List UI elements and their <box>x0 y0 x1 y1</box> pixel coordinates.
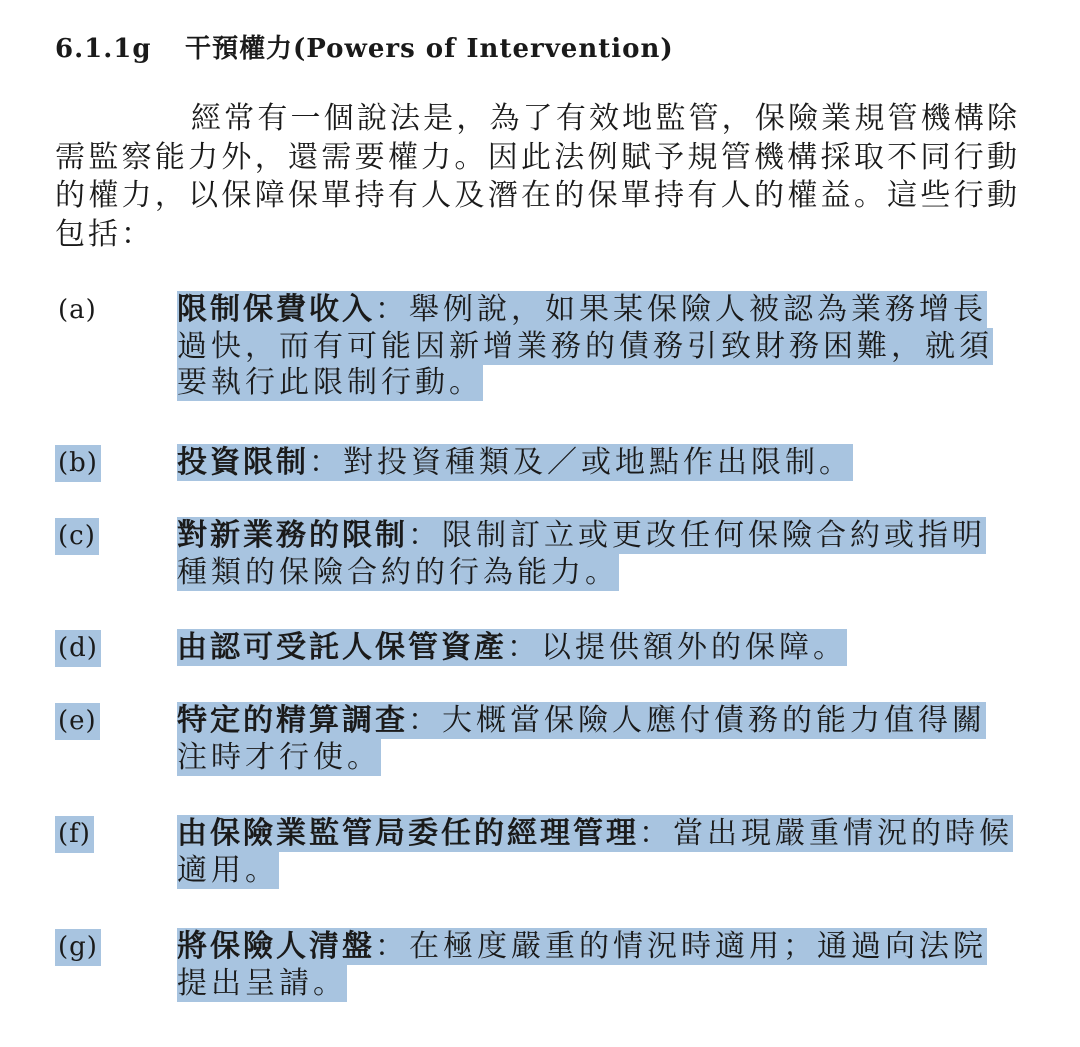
item-text: ：大概當保險人應付債務的能力值得關注時才行使。 <box>177 703 986 775</box>
item-body <box>177 703 1017 776</box>
intro-text: 經常有一個說法是，為了有效地監管，保險業規管機構除需監察能力外，還需要權力。因此法例賦予規管機構採取不同行動的權力，以保障保單持有人及潛在的保單持有人的權益。這些行動包括： <box>55 101 1020 252</box>
section-heading <box>55 28 674 65</box>
item-letter: (e) <box>55 703 100 740</box>
item-text: ：限制訂立或更改任何保險合約或指明種類的保險合約的行為能力。 <box>177 518 986 590</box>
item-body <box>177 292 1017 402</box>
item-body <box>177 816 1017 889</box>
intro-paragraph <box>55 100 1020 254</box>
item-body <box>177 518 1017 591</box>
item-text: ：當出現嚴重情況的時候適用。 <box>177 816 1013 888</box>
item-term: 投資限制 <box>177 445 309 480</box>
item-term: 限制保費收入 <box>177 292 375 327</box>
item-term: 由保險業監管局委任的經理管理 <box>177 816 639 851</box>
item-body <box>177 630 1017 667</box>
item-text: ：舉例說，如果某保險人被認為業務增長過快，而有可能因新增業務的債務引致財務困難，就須要執行此限制行動。 <box>177 292 993 400</box>
item-letter: (d) <box>55 630 101 667</box>
section-number: 6.1.1g <box>55 34 152 64</box>
item-letter: (c) <box>55 518 99 555</box>
item-body <box>177 929 1017 1002</box>
item-term: 由認可受託人保管資產 <box>177 630 507 665</box>
item-text: ：在極度嚴重的情況時適用；通過向法院提出呈請。 <box>177 929 987 1001</box>
item-letter: (g) <box>55 929 101 966</box>
item-letter: (b) <box>55 445 101 482</box>
item-term: 特定的精算調查 <box>177 703 408 738</box>
item-text: ：對投資種類及／或地點作出限制。 <box>309 445 853 480</box>
item-term: 將保險人清盤 <box>177 929 375 964</box>
item-body <box>177 445 1017 482</box>
item-letter: (f) <box>55 816 94 853</box>
item-letter: (a) <box>58 295 97 325</box>
section-title: 干預權力(Powers of Intervention) <box>185 34 674 64</box>
item-term: 對新業務的限制 <box>177 518 408 553</box>
item-text: ：以提供額外的保障。 <box>507 630 847 665</box>
